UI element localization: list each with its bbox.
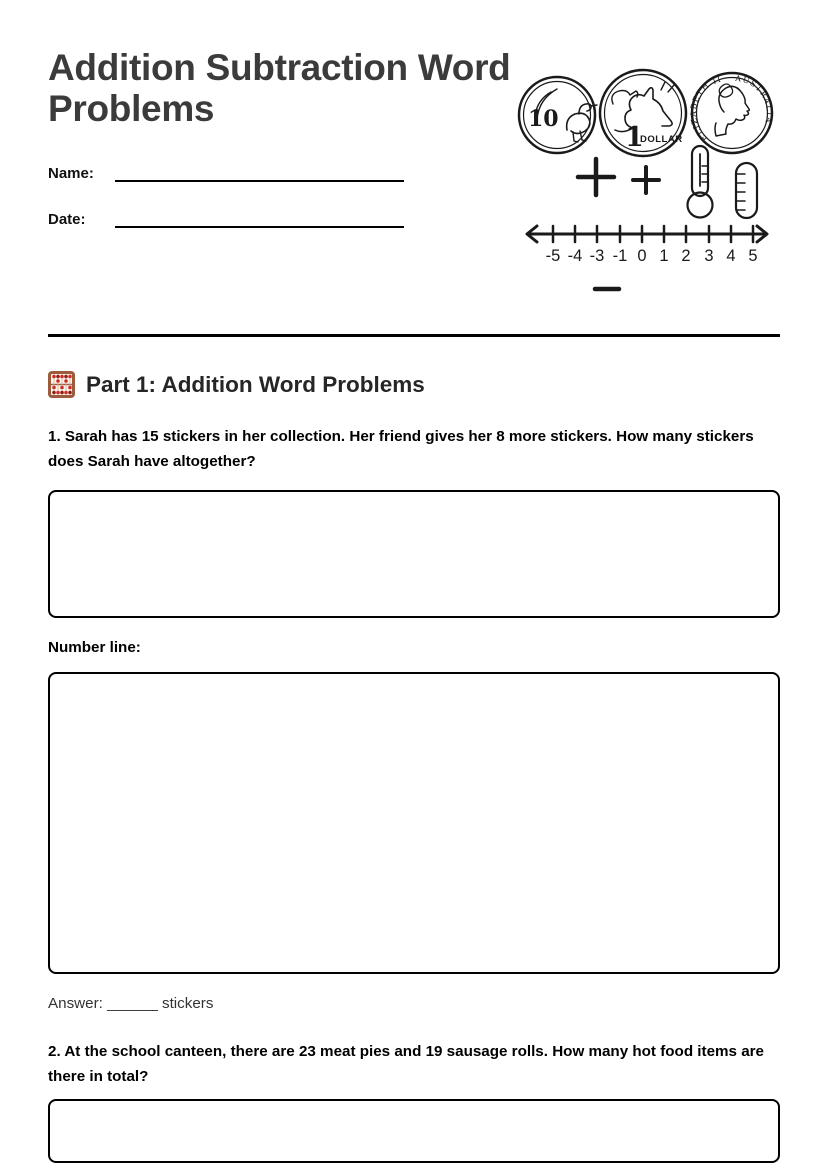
date-label: Date: <box>48 210 86 228</box>
ten-cent-coin-icon <box>519 77 597 153</box>
number-line-box[interactable] <box>48 672 780 974</box>
date-input-line[interactable] <box>115 206 404 228</box>
one-dollar-coin-icon <box>600 70 686 156</box>
number-line-label: -5 <box>545 247 561 265</box>
name-label: Name: <box>48 164 94 182</box>
number-line-graphic <box>527 226 767 265</box>
plus-icon <box>578 159 614 195</box>
ten-cent-value: 10 <box>528 106 559 132</box>
number-line-label: Number line: <box>48 638 141 656</box>
queen-coin-icon <box>689 73 774 153</box>
work-area-box-1[interactable] <box>48 490 780 618</box>
queen-left-text: ELIZABETH II <box>688 74 723 144</box>
work-area-box-2[interactable] <box>48 1099 780 1163</box>
number-line-label: 1 <box>659 247 669 265</box>
number-line-label: -1 <box>612 247 628 265</box>
question-2-text: 2. At the school canteen, there are 23 meat pies and 19 sausage rolls. How many hot food items are there in total? <box>48 1042 765 1085</box>
number-line-label: 2 <box>681 247 691 265</box>
answer-line-1[interactable]: Answer: ______ stickers <box>48 994 214 1012</box>
number-line-label: -3 <box>589 247 605 265</box>
page-title: Addition Subtraction Word Problems <box>48 47 511 130</box>
second-plus-icon <box>633 167 659 193</box>
dollar-word: DOLLAR <box>640 134 683 145</box>
number-line-label: 5 <box>748 247 758 265</box>
svg-text:AUSTRALIA <box>734 74 774 125</box>
number-line-label: 3 <box>704 247 714 265</box>
svg-text:ELIZABETH II <box>689 75 723 144</box>
abacus-icon <box>48 371 75 398</box>
ruler-capsule-icon <box>736 163 757 218</box>
name-input-line[interactable] <box>115 160 404 182</box>
question-1-text: 1. Sarah has 15 stickers in her collection. Her friend gives her 8 more stickers. How many stickers does Sarah have altogether? <box>48 427 754 470</box>
part1-heading: Part 1: Addition Word Problems <box>86 371 425 397</box>
thermometer-icon <box>688 146 713 218</box>
number-line-label: 0 <box>637 247 647 265</box>
queen-right-text: AUSTRALIA <box>734 73 774 125</box>
number-line-label: 4 <box>726 247 736 265</box>
dollar-numeral: 1 <box>625 122 644 153</box>
part1-heading-row <box>48 371 780 398</box>
number-line-label: -4 <box>567 247 583 265</box>
section-divider <box>48 334 780 337</box>
header-illustration <box>515 62 787 300</box>
